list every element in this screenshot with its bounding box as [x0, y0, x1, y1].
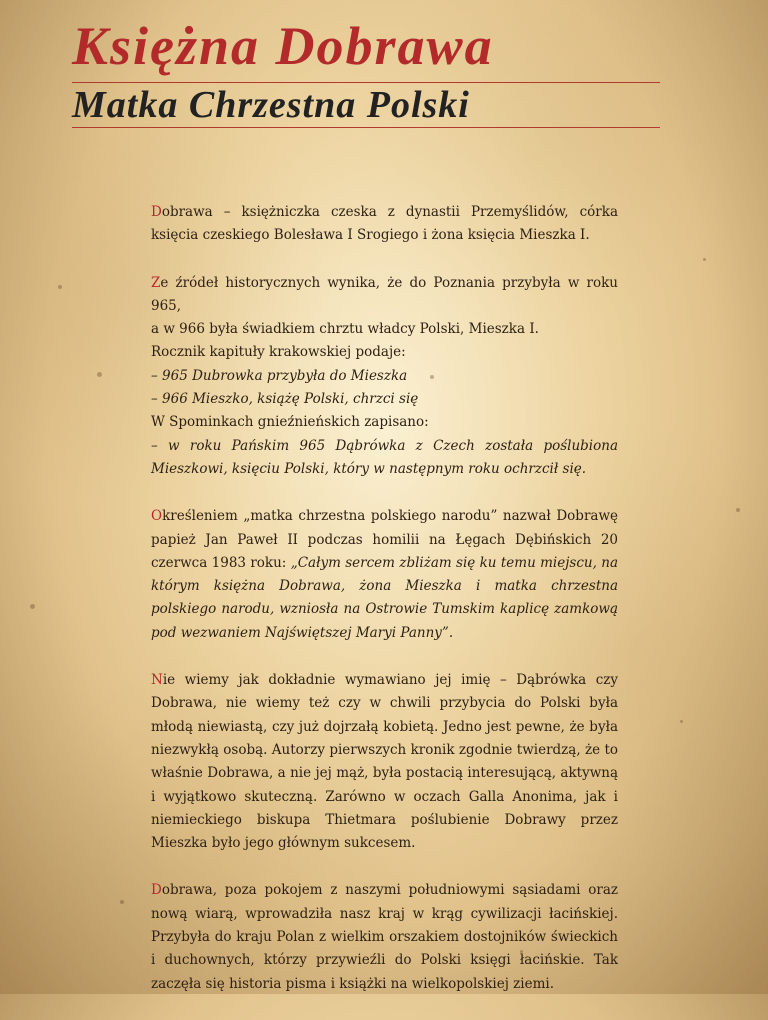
homily-quote: „Całym sercem zbliżam się ku temu miejscu, na którym księżna Dobrawa, żona Mieszka i matka chrzestna polskiego narodu, wzniosła na Ostrowie Tumskim kaplicę zamkową pod wezwaniem Najświętszej Maryi Panny”. [151, 554, 618, 641]
page-subtitle: Matka Chrzestna Polski [72, 84, 470, 126]
drop-initial: O [151, 508, 163, 525]
paragraph-text: kreśleniem „matka chrzestna polskiego narodu” nazwał Dobrawę papież Jan Paweł II podczas homilii na Łęgach Dębińskich 20 czerwca 1983 roku: [151, 508, 618, 571]
paragraph-text: obrawa – księżniczka czeska z dynastii Przemyślidów, córka księcia czeskiego Bolesława I Srogiego i żona księcia Mieszka I. [151, 204, 618, 244]
drop-initial: D [151, 204, 162, 220]
paragraph-1 [151, 201, 618, 248]
paragraph-line: W Spominkach gnieźnieńskich zapisano: [151, 414, 429, 431]
paragraph-text: ie wiemy jak dokładnie wymawiano jej imię – Dąbrówka czy Dobrawa, nie wiemy też czy w chwili przybycia do Polski była młodą niewiastą, czy już dojrzałą kobietą. Jedno jest pewne, że była niezwykłą osobą. Autorzy pierwszych kronik zgodnie twierdzą, że to właśnie Dobrawa, a nie jej mąż, była postacią interesującą, aktywną i wyjątkowo skuteczną. Zarówno w oczach Galla Anonima, jak i niemieckiego biskupa Thietmara poślubienie Dobrawy przez Mieszka było jego głównym sukcesem. [151, 672, 618, 852]
paragraph-3 [151, 505, 618, 645]
chronicle-quote: – w roku Pańskim 965 Dąbrówka z Czech została poślubiona Mieszkowi, księciu Polski, który w następnym roku ochrzcił się. [151, 437, 618, 477]
paragraph-line: Rocznik kapituły krakowskiej podaje: [151, 344, 406, 361]
subtitle-divider [72, 127, 660, 128]
chronicle-quote: – 965 Dubrowka przybyła do Mieszka [151, 367, 408, 384]
drop-initial: N [151, 672, 163, 689]
paragraph-5 [151, 879, 618, 995]
header [72, 10, 660, 128]
paragraph-line: Ze źródeł historycznych wynika, że do Poznania przybyła w roku 965, [151, 274, 618, 314]
chronicle-quote: – 966 Mieszko, książę Polski, chrzci się [151, 391, 419, 408]
drop-initial: D [151, 882, 162, 899]
paragraph-4 [151, 669, 618, 855]
page-title: Księżna Dobrawa [72, 16, 494, 76]
drop-initial: Z [151, 274, 161, 291]
paragraph-2 [151, 272, 618, 482]
article-body [151, 201, 618, 1020]
paragraph-text: obrawa, poza pokojem z naszymi południowymi sąsiadami oraz nową wiarą, wprowadziła nasz kraj w krąg cywilizacji łacińskiej. Przybyła do kraju Polan z wielkim orszakiem dostojników świeckich i duchownych, którzy przywieźli do Polski księgi łacińskie. Tak zaczęła się historia pisma i książki na wielkopolskiej ziemi. [151, 882, 618, 992]
paragraph-line: a w 966 była świadkiem chrztu władcy Polski, Mieszka I. [151, 321, 539, 338]
